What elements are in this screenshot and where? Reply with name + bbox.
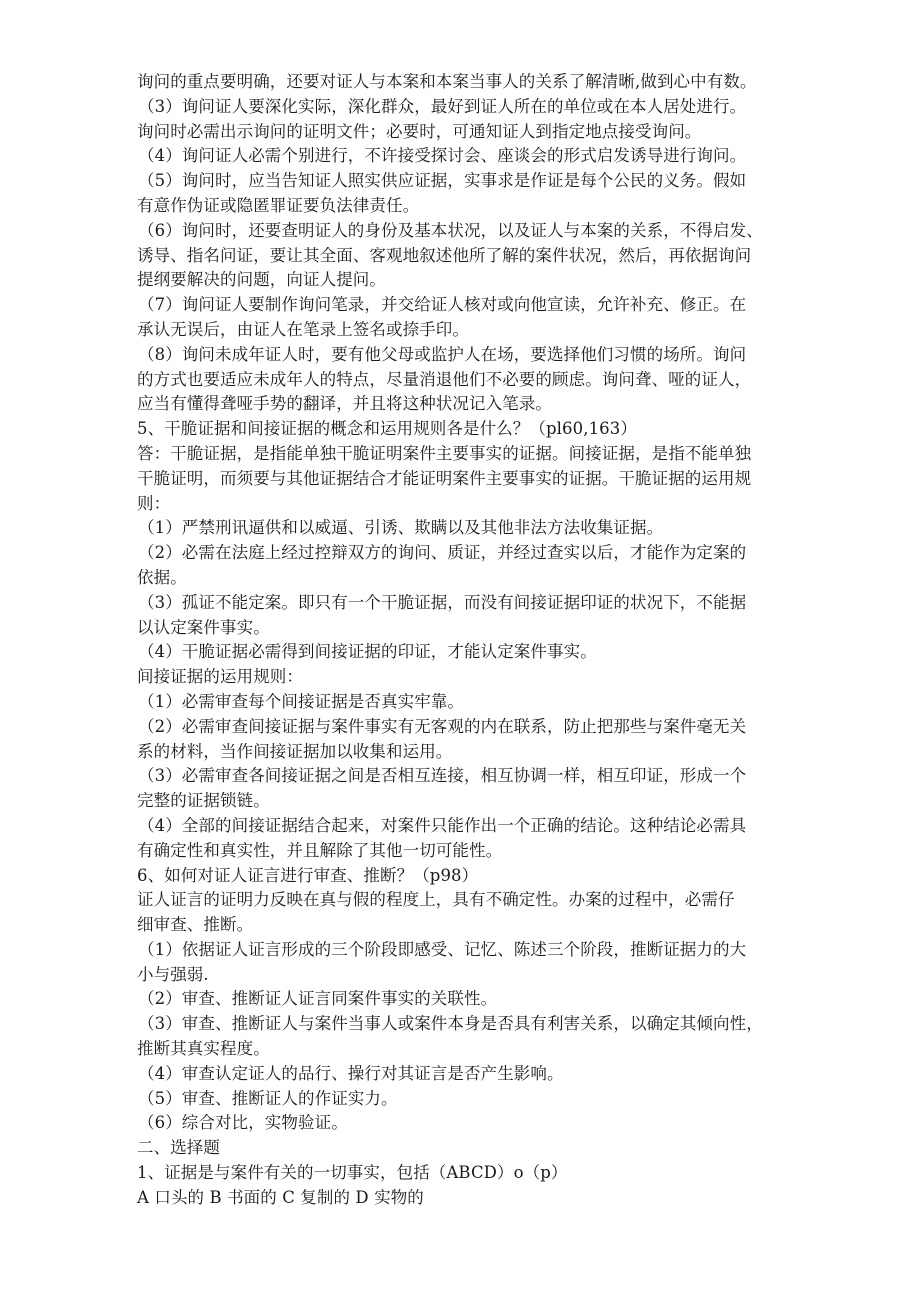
text-line: （6）询问时，还要查明证人的身份及基本状况，以及证人与本案的关系，不得启发、 <box>138 220 763 240</box>
section-heading: 二、选择题 <box>137 1138 220 1158</box>
text-line: 提纲要解决的问题，向证人提问。 <box>137 270 386 290</box>
text-line: （4）干脆证据必需得到间接证据的印证，才能认定案件事实。 <box>138 642 597 662</box>
text-line: 应当有懂得聋哑手势的翻译，并且将这种状况记入笔录。 <box>137 394 552 414</box>
text-line: （2）审查、推断证人证言同案件事实的关联性。 <box>138 989 498 1009</box>
text-line: 诱导、指名问证，要让其全面、客观地叙述他所了解的案件状况，然后，再依据询问 <box>137 245 752 265</box>
text-line: 推断其真实程度。 <box>137 1039 270 1059</box>
text-line: （1）依据证人证言形成的三个阶段即感受、记忆、陈述三个阶段，推断证据力的大 <box>138 939 747 959</box>
text-line: （4）询问证人必需个别进行，不许接受探讨会、座谈会的形式启发诱导进行询问。 <box>138 146 747 166</box>
text-line: 以认定案件事实。 <box>137 617 270 637</box>
text-line: （5）审查、推断证人的作证实力。 <box>138 1088 398 1108</box>
text-line: （7）询问证人要制作询问笔录，并交给证人核对或向他宣读，允许补充、修正。在 <box>138 295 747 315</box>
text-line: （3）孤证不能定案。即只有一个干脆证据，而没有间接证据印证的状况下，不能据 <box>138 592 747 612</box>
text-line: 证人证言的证明力反映在真与假的程度上，具有不确定性。办案的过程中，必需仔 <box>137 890 735 910</box>
text-line: 询问的重点要明确，还要对证人与本案和本案当事人的关系了解清晰,做到心中有数。 <box>137 72 757 91</box>
text-line: （2）必需在法庭上经过控辩双方的询问、质证，并经过查实以后，才能作为定案的 <box>138 543 747 563</box>
text-line: （1）严禁刑讯逼供和以威逼、引诱、欺瞒以及其他非法方法收集证据。 <box>138 518 664 538</box>
text-line: 依据。 <box>137 567 187 587</box>
section-heading: 6、如何对证人证言进行审查、推断？（p98） <box>137 865 479 885</box>
text-line: （4）审查认定证人的品行、操行对其证言是否产生影响。 <box>138 1063 564 1083</box>
answer-options: A 口头的 B 书面的 C 复制的 D 实物的 <box>137 1187 424 1207</box>
text-line: 细审查、推断。 <box>137 915 254 935</box>
text-line: 系的材料，当作间接证据加以收集和运用。 <box>137 741 453 761</box>
text-line: （3）必需审查各间接证据之间是否相互连接，相互协调一样，相互印证，形成一个 <box>138 766 747 786</box>
text-line: （6）综合对比，实物验证。 <box>138 1113 348 1133</box>
text-line: 完整的证据锁链。 <box>137 791 270 811</box>
text-line: 有确定性和真实性，并且解除了其他一切可能性。 <box>137 840 503 860</box>
text-line: 间接证据的运用规则： <box>137 667 303 687</box>
text-line: （8）询问未成年证人时，要有他父母或监护人在场，要选择他们习惯的场所。询问 <box>138 344 747 364</box>
text-line: （1）必需审查每个间接证据是否真实牢靠。 <box>138 691 464 711</box>
text-line: 则： <box>137 493 171 513</box>
text-line: （5）询问时，应当告知证人照实供应证据，实事求是作证是每个公民的义务。假如 <box>138 171 747 191</box>
text-line: （4）全部的间接证据结合起来，对案件只能作出一个正确的结论。这种结论必需具 <box>138 815 747 835</box>
question-line: 1、证据是与案件有关的一切事实，包括（ABCD）o（p） <box>137 1163 568 1183</box>
text-line: 有意作伪证或隐匿罪证要负法律责任。 <box>137 195 420 215</box>
text-line: （3）审查、推断证人与案件当事人或案件本身是否具有利害关系，以确定其倾向性， <box>138 1014 763 1034</box>
text-line: 小与强弱. <box>137 964 209 984</box>
section-heading: 5、干脆证据和间接证据的概念和运用规则各是什么？（pl60,163） <box>137 419 637 439</box>
text-line: 的方式也要适应未成年人的特点，尽量消退他们不必要的顾虑。询问聋、哑的证人， <box>137 369 752 389</box>
text-line: 询问时必需出示询问的证明文件；必要时，可通知证人到指定地点接受询问。 <box>137 121 702 141</box>
text-line: 承认无误后，由证人在笔录上签名或捺手印。 <box>137 319 469 339</box>
text-line: （2）必需审查间接证据与案件事实有无客观的内在联系，防止把那些与案件毫无关 <box>138 716 747 736</box>
text-line: 干脆证明，而须要与其他证据结合才能证明案件主要事实的证据。干脆证据的运用规 <box>137 468 752 488</box>
text-line: （3）询问证人要深化实际，深化群众，最好到证人所在的单位或在本人居处进行。 <box>138 96 747 116</box>
text-line: 答：干脆证据，是指能单独干脆证明案件主要事实的证据。间接证据，是指不能单独 <box>137 443 752 463</box>
